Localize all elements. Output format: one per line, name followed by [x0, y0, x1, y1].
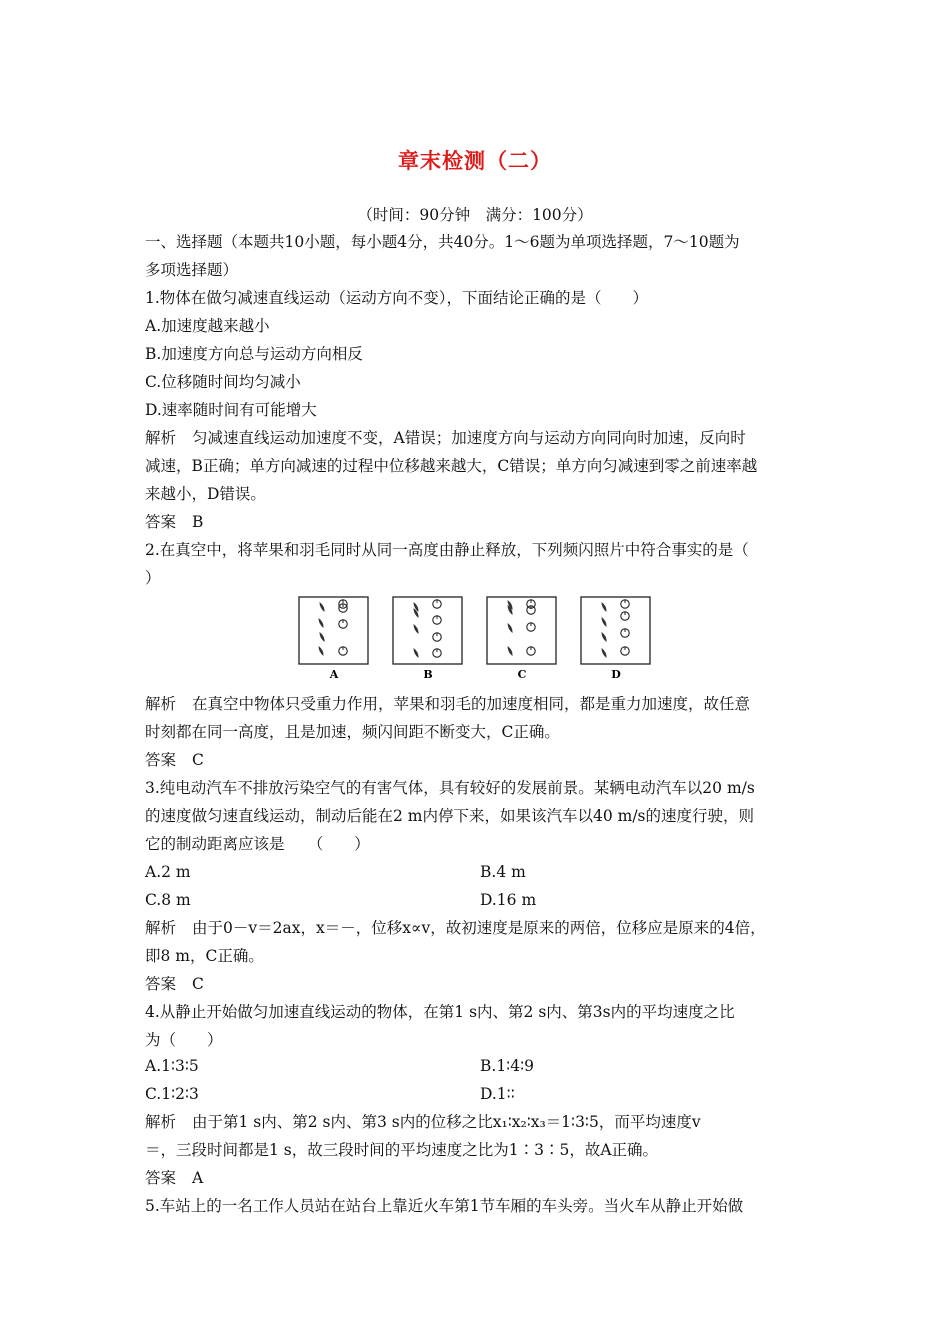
q4-option-b: B.1∶4∶9: [480, 1057, 534, 1075]
q3-option-c: C.8 m: [145, 891, 191, 909]
photo-panel-a: [299, 597, 368, 664]
q4-stem-line-2: 为（ ）: [145, 1031, 223, 1049]
q3-stem-line-3: 它的制动距离应该是 （ ）: [145, 835, 370, 853]
figure-label-c: C: [517, 668, 527, 681]
strobe-photo-figure: [298, 596, 668, 682]
figure-label-a: A: [329, 668, 339, 681]
q1-answer: [145, 512, 203, 532]
q3-option-a: A.2 m: [145, 863, 191, 881]
q2-analysis-line-2: 时刻都在同一高度，且是加速，频闪间距不断变大，C正确。: [145, 723, 560, 741]
analysis-label: 解析: [145, 429, 177, 447]
q1-option-c: C.位移随时间均匀减小: [145, 373, 301, 391]
photo-panel-d: [581, 597, 650, 664]
answer-label: 答案: [145, 751, 177, 769]
answer-value: C: [192, 975, 204, 993]
q3-analysis-line-1: [145, 918, 766, 938]
q3-stem-line-2: 的速度做匀速直线运动，制动后能在2 m内停下来，如果该汽车以40 m/s的速度行驶，则: [145, 807, 755, 825]
section-header-line-1: 一、选择题（本题共10小题，每小题4分，共40分。1～6题为单项选择题，7～10题为: [145, 233, 740, 251]
figure-label-b: B: [423, 668, 433, 681]
answer-value: A: [192, 1169, 204, 1187]
analysis-label: 解析: [145, 1113, 177, 1131]
q1-option-a: A.加速度越来越小: [145, 317, 270, 335]
analysis-text: 匀减速直线运动加速度不变，A错误；加速度方向与运动方向同向时加速，反向时: [192, 429, 746, 447]
q4-option-c: C.1∶2∶3: [145, 1085, 199, 1103]
q1-analysis-line-1: [145, 428, 746, 448]
q4-stem-line-1: 4.从静止开始做匀加速直线运动的物体，在第1 s内、第2 s内、第3s内的平均速度之比: [145, 1003, 735, 1021]
analysis-text: 由于0－v＝2ax，x＝－，位移x∝v，故初速度是原来的两倍，位移应是原来的4倍，: [192, 919, 766, 937]
q1-analysis-line-2: 减速，B正确；单方向减速的过程中位移越来越大，C错误；单方向匀减速到零之前速率越: [145, 457, 758, 475]
q1-analysis-line-3: 来越小，D错误。: [145, 485, 266, 503]
q5-stem-line-1: 5.车站上的一名工作人员站在站台上靠近火车第1节车厢的车头旁。当火车从静止开始做: [145, 1197, 744, 1215]
q4-option-d: D.1∶∶: [480, 1085, 515, 1103]
q4-analysis-line-2: ＝，三段时间都是1 s，故三段时间的平均速度之比为1∶3∶5，故A正确。: [145, 1141, 659, 1159]
q2-answer: [145, 750, 204, 770]
section-header-line-2: 多项选择题）: [145, 261, 239, 279]
answer-label: 答案: [145, 513, 177, 531]
photo-panel-c: [487, 597, 556, 664]
q3-analysis-line-2: 即8 m，C正确。: [145, 947, 264, 965]
q3-option-b: B.4 m: [480, 863, 526, 881]
analysis-text: 在真空中物体只受重力作用，苹果和羽毛的加速度相同，都是重力加速度，故任意: [192, 695, 751, 713]
analysis-label: 解析: [145, 919, 177, 937]
q2-stem-line-1: 2.在真空中，将苹果和羽毛同时从同一高度由静止释放，下列频闪照片中符合事实的是（: [145, 541, 749, 559]
page-title: 章末检测（二）: [398, 148, 552, 173]
photo-panel-b: [393, 597, 462, 664]
q2-analysis-line-1: [145, 694, 750, 714]
analysis-text: 由于第1 s内、第2 s内、第3 s内的位移之比x₁∶x₂∶x₃＝1∶3∶5，而平均速度v: [192, 1113, 701, 1131]
q2-stem-line-2: ）: [145, 569, 161, 587]
answer-label: 答案: [145, 975, 177, 993]
q3-option-d: D.16 m: [480, 891, 537, 909]
q1-option-b: B.加速度方向总与运动方向相反: [145, 345, 363, 363]
answer-value: C: [192, 751, 204, 769]
answer-label: 答案: [145, 1169, 177, 1187]
analysis-label: 解析: [145, 695, 177, 713]
q3-answer: [145, 974, 204, 994]
exam-info: （时间：90分钟 满分：100分）: [357, 206, 593, 224]
q1-option-d: D.速率随时间有可能增大: [145, 401, 317, 419]
q4-option-a: A.1∶3∶5: [145, 1057, 199, 1075]
answer-value: B: [192, 513, 204, 531]
q3-stem-line-1: 3.纯电动汽车不排放污染空气的有害气体，具有较好的发展前景。某辆电动汽车以20 m/s: [145, 779, 755, 797]
q4-answer: [145, 1168, 203, 1188]
q1-stem: 1.物体在做匀减速直线运动（运动方向不变），下面结论正确的是（ ）: [145, 289, 649, 307]
q4-analysis-line-1: [145, 1112, 701, 1132]
figure-label-d: D: [611, 668, 621, 681]
